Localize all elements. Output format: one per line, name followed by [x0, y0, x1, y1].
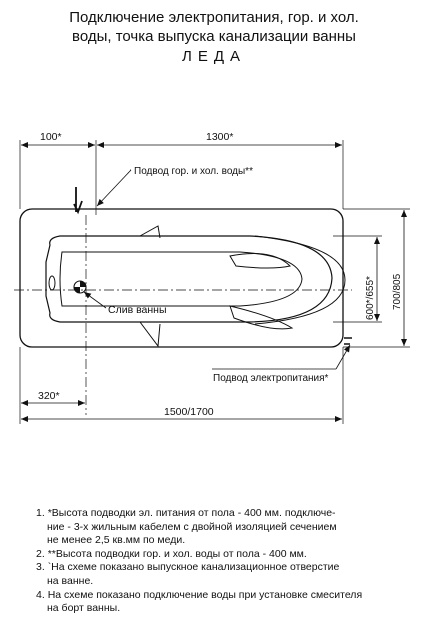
notes-list [36, 507, 416, 616]
dim-text-offset-left: 100* [40, 131, 62, 143]
dim-text-length-total: 1500/1700 [164, 406, 214, 418]
note-1-line-2: ние - 3-х жильным кабелем с двойной изоляцией сечением [47, 520, 337, 533]
note-3 [36, 561, 416, 588]
dim-text-length-top: 1300* [206, 131, 234, 143]
headrest-groove-top [230, 254, 290, 268]
water-supply-pipe [74, 187, 82, 212]
note-1-line-1: *Высота подводки эл. питания от пола - 400 мм. подключе- [47, 507, 336, 519]
power-supply-cable [344, 338, 352, 344]
overflow-outlet [49, 276, 55, 290]
note-4-number: 4. [36, 588, 45, 601]
tub-inner-basin [46, 236, 332, 322]
note-3-line-1: `На схеме показано выпускное канализационное отверстие [47, 561, 340, 574]
armrest-bottom [140, 322, 160, 346]
note-2-number: 2. [36, 547, 45, 560]
title-brand: ЛЕДА [181, 48, 246, 65]
label-drain: Слив ванны [108, 304, 167, 316]
label-power-supply: Подвод электропитания* [213, 373, 329, 384]
dim-text-width-inner: 600*/655* [365, 276, 376, 320]
note-1-number: 1. [36, 507, 45, 519]
leader-water-supply [97, 170, 131, 206]
label-water-supply: Подвод гор. и хол. воды** [134, 166, 253, 177]
note-2-line-1: **Высота подводки гор. и хол. воды от пола - 400 мм. [47, 547, 307, 560]
title-line-2: воды, точка выпуска канализации ванны [72, 28, 356, 45]
tub-basin-floor [60, 252, 302, 306]
note-1 [36, 507, 416, 548]
headrest-groove-bottom [230, 306, 292, 329]
title-line-1: Подключение электропитания, гор. и хол. [69, 9, 359, 26]
note-3-number: 3. [36, 561, 45, 574]
note-4-line-1: На схеме показано подключение воды при установке смесителя [47, 588, 363, 601]
note-4-line-2: на борт ванны. [47, 602, 121, 615]
tub-outer-rim [20, 209, 343, 347]
note-3-line-2: на ванне. [47, 574, 94, 587]
note-1-line-3: не менее 2,5 кв.мм по меди. [47, 534, 186, 547]
note-2 [36, 548, 416, 562]
note-4 [36, 589, 416, 616]
dim-text-width-outer: 700/805 [392, 273, 403, 310]
dim-text-drain-offset: 320* [38, 390, 60, 402]
